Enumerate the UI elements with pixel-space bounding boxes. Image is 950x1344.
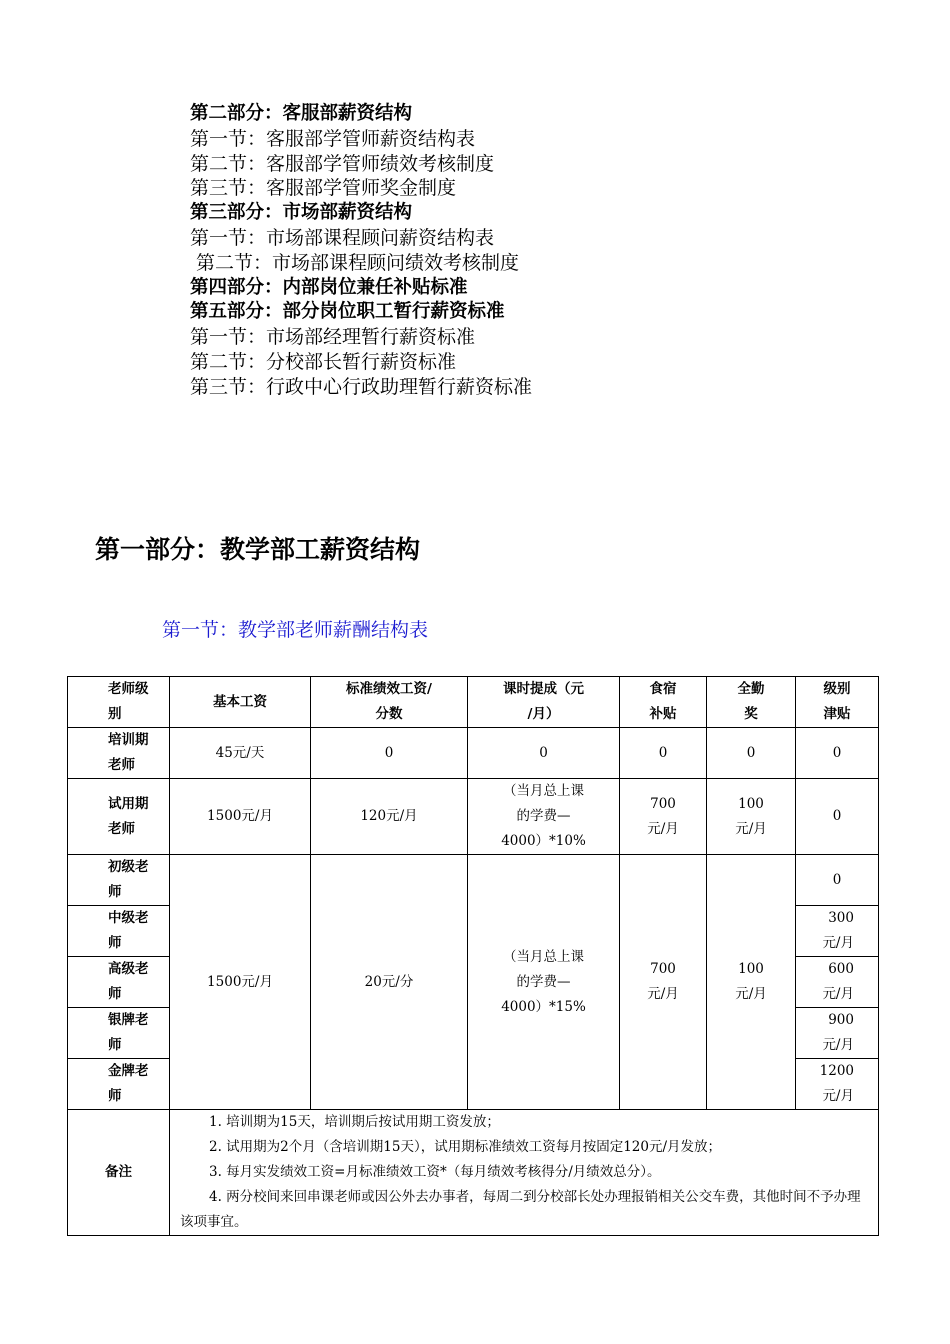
section-title: 第一节：教学部老师薪酬结构表 bbox=[162, 619, 429, 641]
grade-allowance-cell: 300 元/月 bbox=[796, 906, 879, 957]
table-of-contents bbox=[190, 102, 532, 400]
toc-line: 第三节：客服部学管师奖金制度 bbox=[190, 177, 457, 200]
toc-line: 第三部分：市场部薪资结构 bbox=[190, 202, 413, 224]
level-cell: 银牌老 师 bbox=[68, 1008, 170, 1059]
header-grade-allowance: 级别 津贴 bbox=[796, 677, 879, 728]
meal-cell: 0 bbox=[620, 728, 707, 779]
performance-cell: 0 bbox=[311, 728, 468, 779]
performance-cell: 120元/月 bbox=[311, 779, 468, 855]
toc-line: 第二节：客服部学管师绩效考核制度 bbox=[190, 152, 495, 175]
grade-allowance-cell: 900 元/月 bbox=[796, 1008, 879, 1059]
attendance-cell: 100 元/月 bbox=[707, 779, 796, 855]
notes-label: 备注 bbox=[68, 1110, 170, 1236]
commission-cell: （当月总上课 的学费— 4000）*15% bbox=[468, 855, 620, 1110]
level-cell: 初级老 师 bbox=[68, 855, 170, 906]
level-cell: 中级老 师 bbox=[68, 906, 170, 957]
note-line: 3. 每月实发绩效工资=月标准绩效工资*（每月绩效考核得分/月绩效总分）。 bbox=[209, 1164, 661, 1180]
table-header-row bbox=[68, 677, 879, 728]
notes-cell bbox=[170, 1110, 879, 1236]
performance-cell: 20元/分 bbox=[311, 855, 468, 1110]
note-line: 2. 试用期为2个月（含培训期15天），试用期标准绩效工资每月按固定120元/月发放； bbox=[209, 1139, 722, 1155]
base-salary-cell: 1500元/月 bbox=[170, 779, 311, 855]
grade-allowance-cell: 0 bbox=[796, 779, 879, 855]
toc-line: 第三节：行政中心行政助理暂行薪资标准 bbox=[190, 375, 533, 398]
table-row-junior bbox=[68, 855, 879, 906]
level-cell: 金牌老 师 bbox=[68, 1059, 170, 1110]
table-row-probation bbox=[68, 779, 879, 855]
toc-line: 第二节：市场部课程顾问绩效考核制度 bbox=[196, 251, 520, 274]
table-row-trainee bbox=[68, 728, 879, 779]
attendance-cell: 0 bbox=[707, 728, 796, 779]
toc-line: 第一节：客服部学管师薪资结构表 bbox=[190, 127, 476, 150]
header-level: 老师级 别 bbox=[68, 677, 170, 728]
toc-line: 第四部分：内部岗位兼任补贴标准 bbox=[190, 276, 468, 298]
toc-line: 第五部分：部分岗位职工暂行薪资标准 bbox=[190, 301, 505, 323]
base-salary-cell: 1500元/月 bbox=[170, 855, 311, 1110]
header-performance: 标准绩效工资/ 分数 bbox=[311, 677, 468, 728]
grade-allowance-cell: 0 bbox=[796, 728, 879, 779]
commission-cell: （当月总上课 的学费— 4000）*10% bbox=[468, 779, 620, 855]
base-salary-cell: 45元/天 bbox=[170, 728, 311, 779]
note-line: 4. 两分校间来回串课老师或因公外去办事者，每周二到分校部长处办理报销相关公交车费，其他时间不予办理该项事宜。 bbox=[180, 1189, 861, 1230]
level-cell: 高级老 师 bbox=[68, 957, 170, 1008]
toc-line: 第一节：市场部课程顾问薪资结构表 bbox=[190, 226, 495, 249]
toc-line: 第一节：市场部经理暂行薪资标准 bbox=[190, 326, 476, 349]
commission-cell: 0 bbox=[468, 728, 620, 779]
meal-cell: 700 元/月 bbox=[620, 855, 707, 1110]
grade-allowance-cell: 600 元/月 bbox=[796, 957, 879, 1008]
grade-allowance-cell: 0 bbox=[796, 855, 879, 906]
header-commission: 课时提成（元 /月） bbox=[468, 677, 620, 728]
header-meal-allowance: 食宿 补贴 bbox=[620, 677, 707, 728]
level-cell: 培训期 老师 bbox=[68, 728, 170, 779]
grade-allowance-cell: 1200 元/月 bbox=[796, 1059, 879, 1110]
attendance-cell: 100 元/月 bbox=[707, 855, 796, 1110]
toc-line: 第二部分：客服部薪资结构 bbox=[190, 103, 413, 124]
toc-line: 第二节：分校部长暂行薪资标准 bbox=[190, 350, 457, 373]
salary-structure-table bbox=[67, 676, 879, 1236]
meal-cell: 700 元/月 bbox=[620, 779, 707, 855]
table-row-notes bbox=[68, 1110, 879, 1236]
level-cell: 试用期 老师 bbox=[68, 779, 170, 855]
header-base-salary: 基本工资 bbox=[170, 677, 311, 728]
note-line: 1. 培训期为15天，培训期后按试用期工资发放； bbox=[209, 1114, 500, 1130]
header-attendance-bonus: 全勤 奖 bbox=[707, 677, 796, 728]
part-title: 第一部分：教学部工薪资结构 bbox=[95, 535, 421, 564]
